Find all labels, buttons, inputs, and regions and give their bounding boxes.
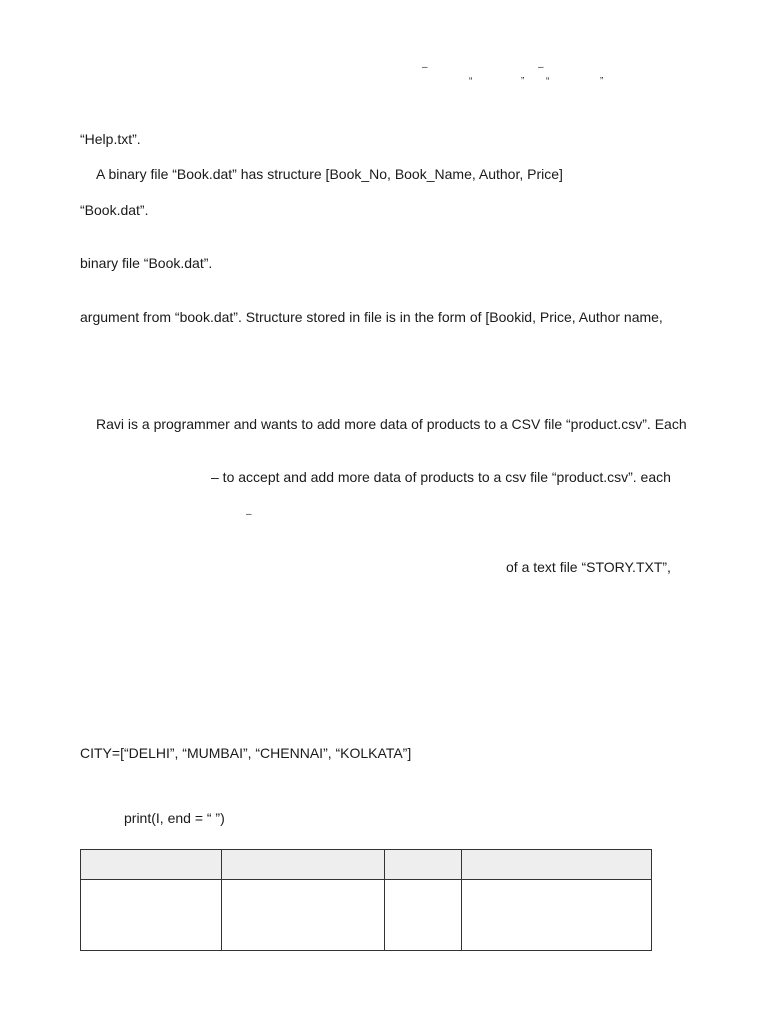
text-line: – to accept and add more data of products to a csv file “product.csv”. each (211, 469, 671, 485)
text-line: binary file “Book.dat”. (80, 255, 213, 271)
text-line: Ravi is a programmer and wants to add more data of products to a CSV file “product.csv”. Each (96, 416, 687, 432)
table-header-cell (385, 850, 462, 880)
text-line: of a text file “STORY.TXT”, (506, 559, 671, 575)
empty-table (80, 849, 652, 951)
table-header-row (81, 850, 652, 880)
table-cell (222, 880, 385, 951)
code-line: print(I, end = “ ”) (124, 810, 225, 826)
code-line: CITY=[“DELHI”, “MUMBAI”, “CHENNAI”, “KOLKATA”] (80, 745, 412, 761)
dash-mark: – (422, 62, 428, 73)
quote-mark: ” (521, 76, 525, 87)
quote-mark: “ (469, 76, 473, 87)
quote-mark: “ (546, 76, 550, 87)
text-line: “Help.txt”. (80, 131, 141, 147)
table-cell (81, 880, 222, 951)
table-header-cell (81, 850, 222, 880)
quote-mark: ” (600, 76, 604, 87)
table-header-cell (462, 850, 652, 880)
dash-mark: – (538, 62, 544, 73)
text-line: A binary file “Book.dat” has structure [Book_No, Book_Name, Author, Price] (96, 166, 563, 182)
table-row (81, 880, 652, 951)
table-cell (462, 880, 652, 951)
text-line: argument from “book.dat”. Structure stored in file is in the form of [Bookid, Price, Author name, (80, 309, 663, 325)
table-cell (385, 880, 462, 951)
table-header-cell (222, 850, 385, 880)
text-line: “Book.dat”. (80, 202, 149, 218)
dash-mark: – (246, 509, 252, 520)
